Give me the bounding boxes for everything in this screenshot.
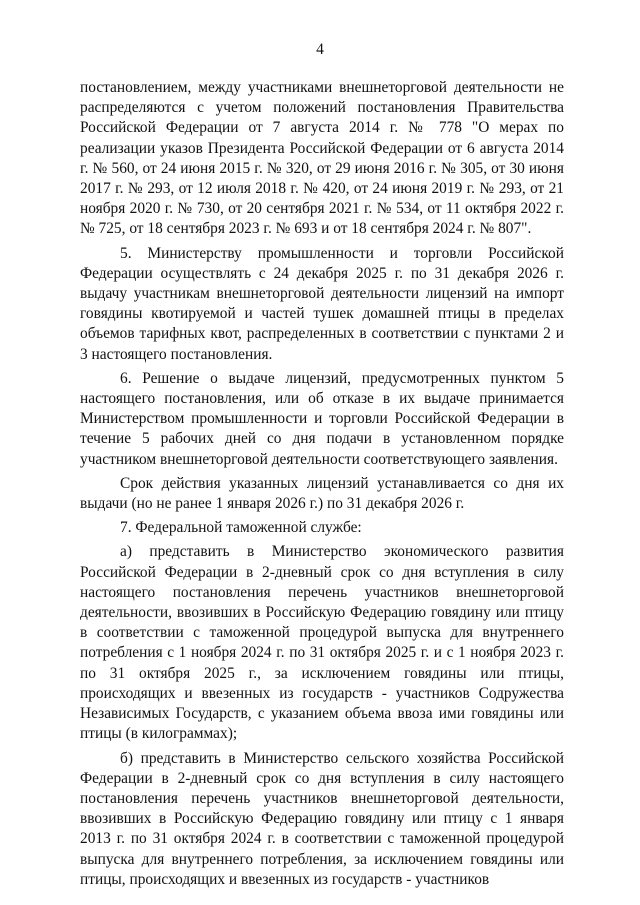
paragraph-item-6: 6. Решение о выдаче лицензий, предусмотренных пунктом 5 настоящего постановления, или об отказе в их выдаче принимается Министерством промышленности и торговли Российской Федерации в течение 5 рабочих дней со дня подачи в установленном порядке участником внешнеторговой деятельности соответствующего заявления. [80, 369, 564, 468]
page-number: 4 [316, 41, 324, 58]
paragraph-item-7a: а) представить в Министерство экономического развития Российской Федерации в 2-дневный срок со дня вступления в силу настоящего постановления перечень участников внешнеторговой деятельности, ввозивших в Российскую Федерацию говядину или птицу в соответствии с таможенной процедурой выпуска для внутреннего потребления с 1 ноября 2024 г. по 31 октября 2025 г. и с 1 ноября 2023 г. по 31 октября 2025 г., за исключением говядины или птицы, происходящих и ввезенных из государств - участников Содружества Независимых Государств, с указанием объема ввоза ими говядины или птицы (в килограммах); [80, 543, 564, 743]
paragraph-item-5: 5. Министерству промышленности и торговли Российской Федерации осуществлять с 24 декабря 2025 г. по 31 декабря 2026 г. выдачу участникам внешнеторговой деятельности лицензий на импорт говядины квотируемой и частей тушек домашней птицы в пределах объемов тарифных квот, распределенных в соответствии с пунктами 2 и 3 настоящего постановления. [80, 244, 564, 363]
paragraph-license-term: Срок действия указанных лицензий устанавливается со дня их выдачи (но не ранее 1 января 2026 г.) по 31 декабря 2026 г. [80, 474, 564, 513]
paragraph-item-7b: б) представить в Министерство сельского хозяйства Российской Федерации в 2-дневный срок со дня вступления в силу настоящего постановления перечень участников внешнеторговой деятельности, ввозивших в Российскую Федерацию говядину или птицу с 1 января 2013 г. по 31 октября 2024 г. в соответствии с таможенной процедурой выпуска для внутреннего потребления, за исключением говядины или птицы, происходящих и ввезенных из государств - участников [80, 749, 564, 888]
paragraph-item-7: 7. Федеральной таможенной службе: [120, 519, 362, 537]
document-body [80, 78, 564, 894]
paragraph-continuation: постановлением, между участниками внешнеторговой деятельности не распределяются с учетом положений постановления Правительства Российской Федерации от 7 августа 2014 г. № 778 "О мерах по реализации указов Президента Российской Федерации от 6 августа 2014 г. № 560, от 24 июня 2015 г. № 320, от 29 июня 2016 г. № 305, от 30 июня 2017 г. № 293, от 12 июля 2018 г. № 420, от 24 июня 2019 г. № 293, от 21 ноября 2020 г. № 730, от 20 сентября 2021 г. № 534, от 11 октября 2022 г. № 725, от 18 сентября 2023 г. № 693 и от 18 сентября 2024 г. № 807". [80, 79, 564, 238]
